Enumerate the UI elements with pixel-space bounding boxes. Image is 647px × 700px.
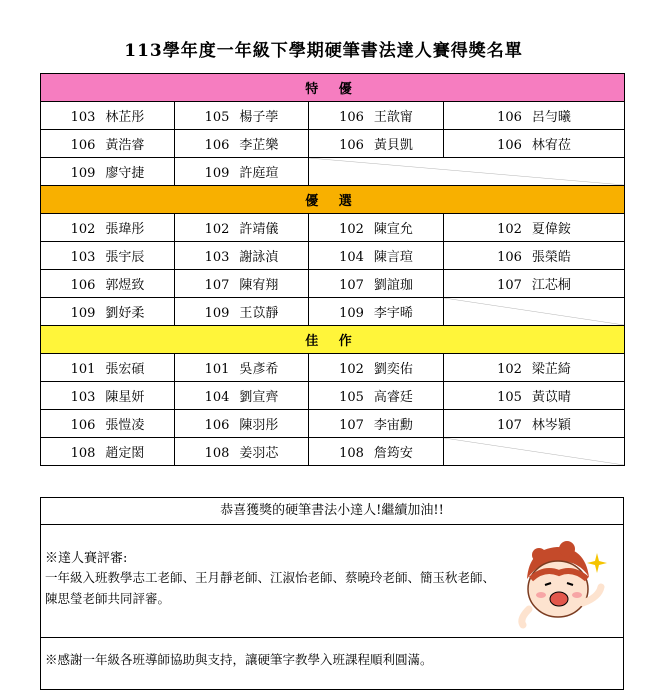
table-row (41, 214, 625, 242)
class-number: 106 (204, 138, 230, 153)
table-row (41, 270, 625, 298)
winner-cell (41, 130, 175, 158)
judges-text: 一年級入班教學志工老師、王月靜老師、江淑怡老師、蔡曉玲老師、簡玉秋老師、陳思瑩老師共同評審。 (45, 570, 496, 606)
table-row (41, 102, 625, 130)
page-title: 113學年度一年級下學期硬筆書法達人賽得獎名單 (124, 41, 523, 61)
student-name: 陳宣允 (373, 222, 413, 237)
class-number: 102 (497, 222, 522, 237)
awards-table (40, 73, 625, 466)
student-name: 梁芷綺 (531, 362, 571, 377)
student-name: 王歆甯 (373, 110, 413, 125)
student-name: 張愷凌 (105, 418, 145, 433)
class-number: 109 (339, 306, 364, 321)
student-name: 謝詠湞 (239, 250, 279, 265)
student-name: 劉妤柔 (105, 306, 145, 321)
student-name: 夏偉銨 (531, 222, 571, 237)
winner-cell (175, 270, 309, 298)
table-row (41, 410, 625, 438)
winner-cell (309, 298, 444, 326)
class-number: 102 (339, 222, 364, 237)
class-number: 103 (70, 110, 96, 125)
winner-cell (41, 214, 175, 242)
student-name: 郭煜致 (105, 278, 145, 293)
class-number: 109 (204, 166, 230, 181)
winner-cell (309, 382, 444, 410)
class-number: 106 (339, 110, 364, 125)
class-number: 106 (497, 250, 522, 265)
winner-cell (175, 102, 309, 130)
notes-section (40, 497, 624, 691)
table-row (41, 242, 625, 270)
winner-cell (41, 382, 175, 410)
class-number: 107 (339, 278, 364, 293)
class-number: 105 (204, 110, 230, 125)
section-heading: 佳 作 (41, 326, 625, 354)
class-number: 107 (204, 278, 230, 293)
class-number: 102 (204, 222, 230, 237)
winner-cell (175, 410, 309, 438)
student-name: 廖守捷 (105, 166, 145, 181)
class-number: 107 (497, 418, 522, 433)
empty-cell (444, 298, 625, 326)
winner-cell (41, 242, 175, 270)
winner-cell (175, 438, 309, 466)
table-row (41, 382, 625, 410)
winner-cell (175, 354, 309, 382)
class-number: 107 (497, 278, 522, 293)
winner-cell (175, 298, 309, 326)
student-name: 張榮皓 (531, 250, 571, 265)
notes-divider (41, 637, 623, 638)
winner-cell (41, 102, 175, 130)
class-number: 109 (70, 166, 96, 181)
winner-cell (175, 158, 309, 186)
student-name: 林芷彤 (105, 110, 145, 125)
winner-cell (175, 242, 309, 270)
class-number: 106 (70, 278, 96, 293)
student-name: 許庭瑄 (239, 166, 279, 181)
class-number: 101 (70, 362, 96, 377)
class-number: 104 (339, 250, 364, 265)
student-name: 黃苡晴 (531, 390, 571, 405)
student-name: 張瑋彤 (105, 222, 145, 237)
empty-cell (444, 438, 625, 466)
student-name: 李芷樂 (239, 138, 279, 153)
student-name: 張宇辰 (105, 250, 145, 265)
winner-cell (41, 354, 175, 382)
winner-cell (444, 130, 625, 158)
thanks-text: ※感謝一年級各班導師協助與支持，讓硬筆字教學入班課程順利圓滿。 (45, 652, 433, 667)
section-header-row (41, 74, 625, 102)
winner-cell (309, 438, 444, 466)
winner-cell (444, 382, 625, 410)
class-number: 109 (70, 306, 96, 321)
empty-cell (309, 158, 625, 186)
student-name: 劉宣齊 (239, 390, 279, 405)
class-number: 103 (70, 250, 96, 265)
student-name: 張宏碩 (105, 362, 145, 377)
student-name: 王苡靜 (239, 306, 279, 321)
congrats-banner: 恭喜獲獎的硬筆書法小達人!繼續加油!! (40, 497, 624, 525)
winner-cell (309, 270, 444, 298)
student-name: 吳彥希 (239, 362, 279, 377)
judges-heading: ※達人賽評審: (45, 551, 128, 566)
winner-cell (175, 214, 309, 242)
class-number: 108 (70, 446, 96, 461)
winner-cell (41, 438, 175, 466)
diagonal-line (444, 298, 624, 325)
winner-cell (41, 158, 175, 186)
class-number: 108 (204, 446, 230, 461)
class-number: 101 (204, 362, 230, 377)
student-name: 陳言瑄 (373, 250, 413, 265)
cheering-girl-cartoon-icon (509, 539, 609, 629)
class-number: 106 (204, 418, 230, 433)
winner-cell (41, 410, 175, 438)
class-number: 102 (497, 362, 522, 377)
diagonal-line (309, 158, 624, 185)
class-number: 106 (70, 138, 96, 153)
notes-box (40, 525, 624, 690)
student-name: 李宇晞 (373, 306, 413, 321)
winner-cell (41, 298, 175, 326)
winner-cell (309, 102, 444, 130)
class-number: 106 (497, 138, 522, 153)
student-name: 高睿廷 (373, 390, 413, 405)
winner-cell (309, 242, 444, 270)
class-number: 107 (339, 418, 364, 433)
class-number: 104 (204, 390, 230, 405)
winner-cell (175, 382, 309, 410)
table-row (41, 158, 625, 186)
winner-cell (444, 214, 625, 242)
section-heading: 特 優 (41, 74, 625, 102)
winner-cell (444, 242, 625, 270)
class-number: 106 (497, 110, 522, 125)
winner-cell (444, 270, 625, 298)
student-name: 許靖儀 (239, 222, 279, 237)
winner-cell (175, 130, 309, 158)
student-name: 江芯桐 (531, 278, 571, 293)
winner-cell (41, 270, 175, 298)
winner-cell (444, 102, 625, 130)
winner-cell (309, 354, 444, 382)
winner-cell (309, 410, 444, 438)
student-name: 李宙勳 (373, 418, 413, 433)
class-number: 103 (204, 250, 230, 265)
student-name: 趙定閎 (105, 446, 145, 461)
student-name: 詹筠安 (373, 446, 413, 461)
table-row (41, 438, 625, 466)
class-number: 105 (497, 390, 522, 405)
section-heading: 優 選 (41, 186, 625, 214)
class-number: 102 (70, 222, 96, 237)
winner-cell (309, 214, 444, 242)
student-name: 陳羽彤 (239, 418, 279, 433)
table-row (41, 130, 625, 158)
winner-cell (444, 354, 625, 382)
section-header-row (41, 186, 625, 214)
student-name: 陳宥翔 (239, 278, 279, 293)
class-number: 109 (204, 306, 230, 321)
student-name: 林宥莅 (531, 138, 571, 153)
student-name: 黃浩睿 (105, 138, 145, 153)
table-row (41, 298, 625, 326)
student-name: 呂勻曦 (531, 110, 571, 125)
winner-cell (444, 410, 625, 438)
student-name: 姜羽芯 (239, 446, 279, 461)
class-number: 106 (70, 418, 96, 433)
section-header-row (41, 326, 625, 354)
student-name: 楊子荸 (239, 110, 279, 125)
class-number: 108 (339, 446, 364, 461)
student-name: 劉誼珈 (373, 278, 413, 293)
class-number: 105 (339, 390, 364, 405)
student-name: 陳星妍 (105, 390, 145, 405)
class-number: 106 (339, 138, 364, 153)
student-name: 劉奕佑 (373, 362, 413, 377)
winner-cell (309, 130, 444, 158)
student-name: 林岑穎 (531, 418, 571, 433)
diagonal-line (444, 438, 624, 465)
student-name: 黃貝凱 (373, 138, 413, 153)
class-number: 103 (70, 390, 96, 405)
table-row (41, 354, 625, 382)
class-number: 102 (339, 362, 364, 377)
